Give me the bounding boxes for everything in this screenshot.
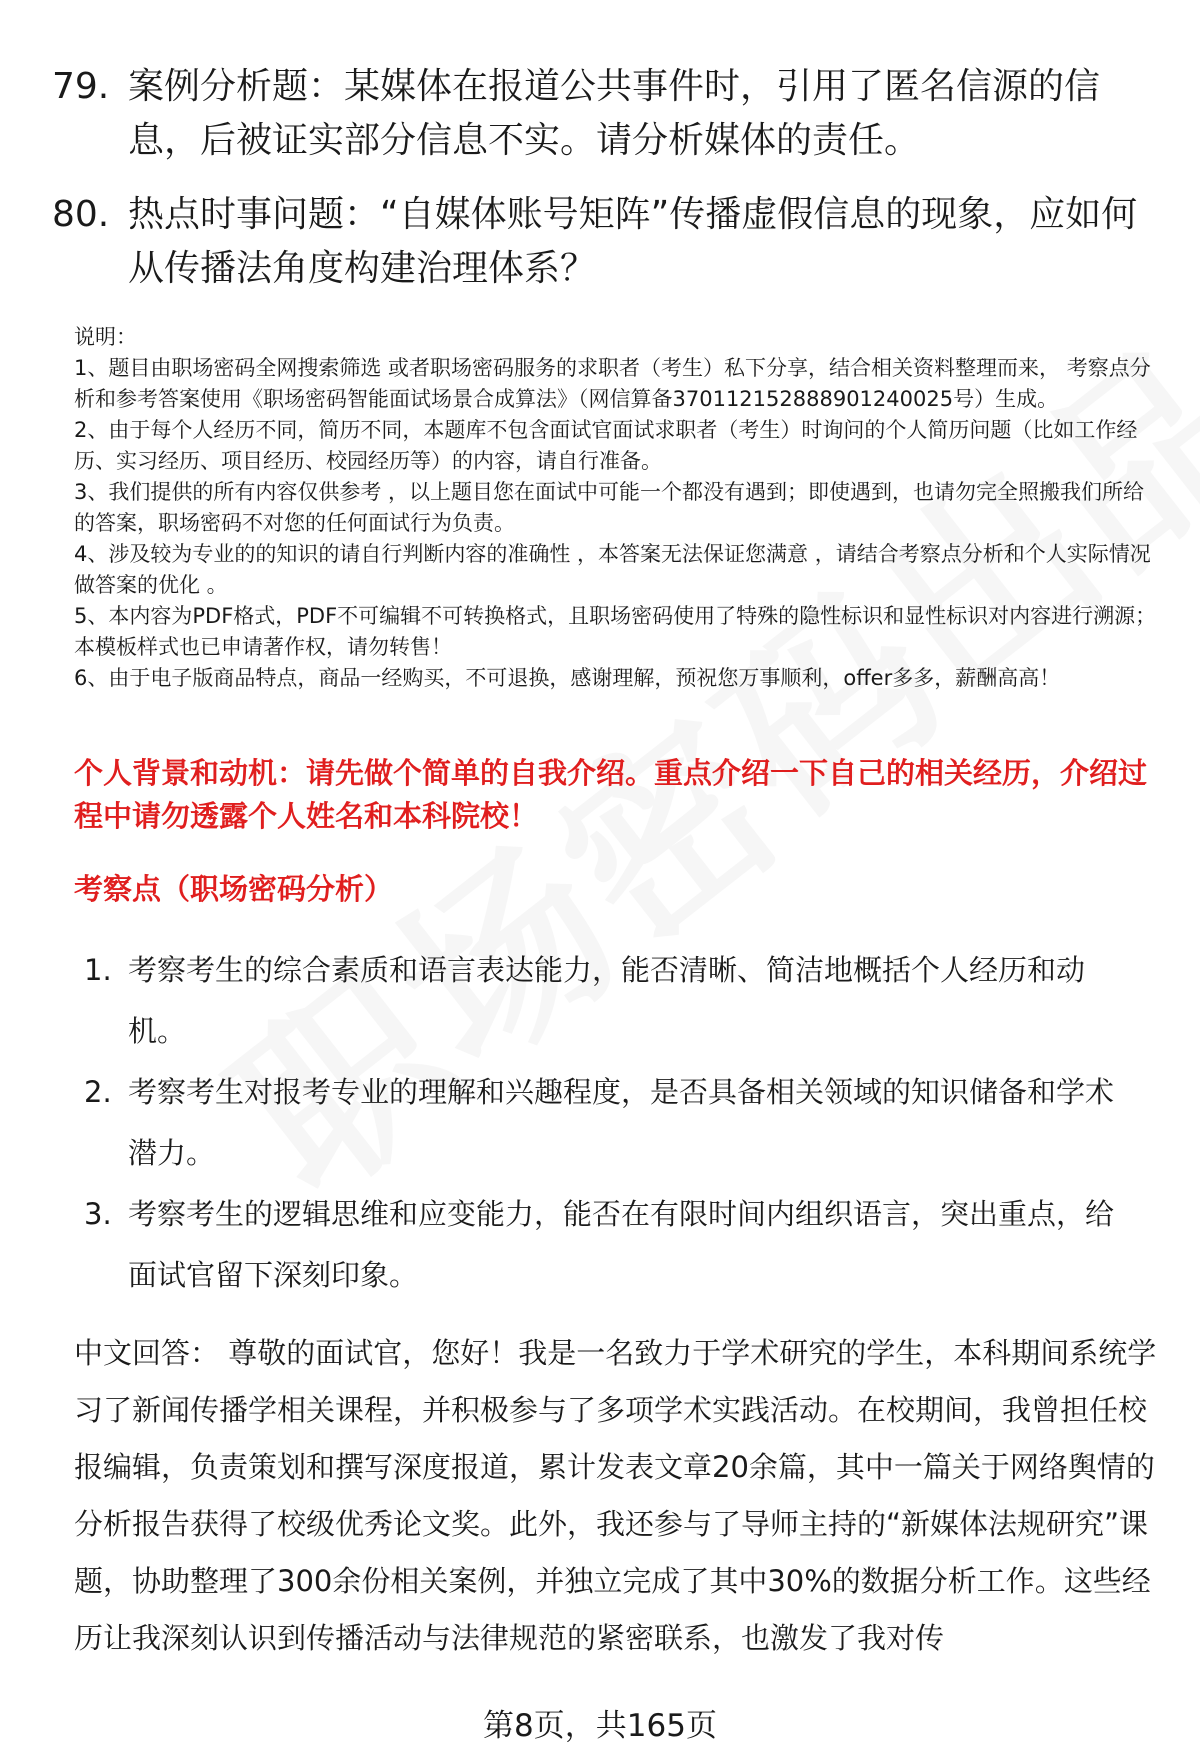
point-number: 3.: [84, 1197, 112, 1231]
assessment-points: [84, 940, 1134, 1306]
note-item: 1、题目由职场密码全网搜索筛选 或者职场密码服务的求职者（考生）私下分享，结合相关资料整理而来， 考察点分析和参考答案使用《职场密码智能面试场景合成算法》（网信算备370112152888901240025号）生成。: [74, 356, 1151, 411]
note-item: 4、涉及较为专业的的知识的请自行判断内容的准确性 ，本答案无法保证您满意 ，请结合考察点分析和个人实际情况做答案的优化 。: [74, 542, 1151, 597]
question-text: 热点时事问题：“自媒体账号矩阵”传播虚假信息的现象，应如何从传播法角度构建治理体系？: [128, 194, 1138, 289]
point-number: 2.: [84, 1075, 112, 1109]
point-number: 1.: [84, 953, 112, 987]
question-79: [52, 60, 1152, 168]
notes-title: 说明：: [74, 325, 137, 349]
disclaimer-notes: [74, 322, 1160, 694]
question-text: 案例分析题：某媒体在报道公共事件时，引用了匿名信源的信息，后被证实部分信息不实。请分析媒体的责任。: [128, 66, 1101, 161]
note-item: 5、本内容为PDF格式，PDF不可编辑不可转换格式，且职场密码使用了特殊的隐性标识和显性标识对内容进行溯源；本模板样式也已申请著作权，请勿转售！: [74, 604, 1157, 659]
page-footer: 第8页，共165页: [483, 1708, 717, 1744]
list-item: [84, 1184, 1134, 1306]
question-number: 80.: [52, 194, 110, 235]
note-item: 6、由于电子版商品特点，商品一经购买，不可退换，感谢理解，预祝您万事顺利，offer多多，薪酬高高！: [74, 666, 1061, 690]
answer-paragraph: 中文回答： 尊敬的面试官，您好！我是一名致力于学术研究的学生，本科期间系统学习了新闻传播学相关课程，并积极参与了多项学术实践活动。在校期间，我曾担任校报编辑，负责策划和撰写深度报道，累计发表文章20余篇，其中一篇关于网络舆情的分析报告获得了校级优秀论文奖。此外，我还参与了导师主持的“新媒体法规研究”课题，协助整理了300余份相关案例，并独立完成了其中30%的数据分析工作。这些经历让我深刻认识到传播活动与法律规范的紧密联系，也激发了我对传: [74, 1336, 1157, 1655]
note-item: 2、由于每个人经历不同，简历不同，本题库不包含面试官面试求职者（考生）时询问的个人简历问题（比如工作经历、实习经历、项目经历、校园经历等）的内容，请自行准备。: [74, 418, 1138, 473]
note-item: 3、我们提供的所有内容仅供参考 ，以上题目您在面试中可能一个都没有遇到；即使遇到，也请勿完全照搬我们所给的答案，职场密码不对您的任何面试行为负责。: [74, 480, 1145, 535]
list-item: [84, 940, 1134, 1062]
point-text: 考察考生对报考专业的理解和兴趣程度，是否具备相关领域的知识储备和学术潜力。: [128, 1075, 1115, 1170]
interview-question-heading: 个人背景和动机：请先做个简单的自我介绍。重点介绍一下自己的相关经历，介绍过程中请勿透露个人姓名和本科院校！: [74, 756, 1148, 833]
question-80: [52, 188, 1152, 296]
point-text: 考察考生的综合素质和语言表达能力，能否清晰、简洁地概括个人经历和动机。: [128, 953, 1086, 1048]
point-text: 考察考生的逻辑思维和应变能力，能否在有限时间内组织语言，突出重点，给面试官留下深刻印象。: [128, 1197, 1115, 1292]
question-number: 79.: [52, 66, 110, 107]
points-heading: 考察点（职场密码分析）: [74, 872, 394, 906]
list-item: [84, 1062, 1134, 1184]
